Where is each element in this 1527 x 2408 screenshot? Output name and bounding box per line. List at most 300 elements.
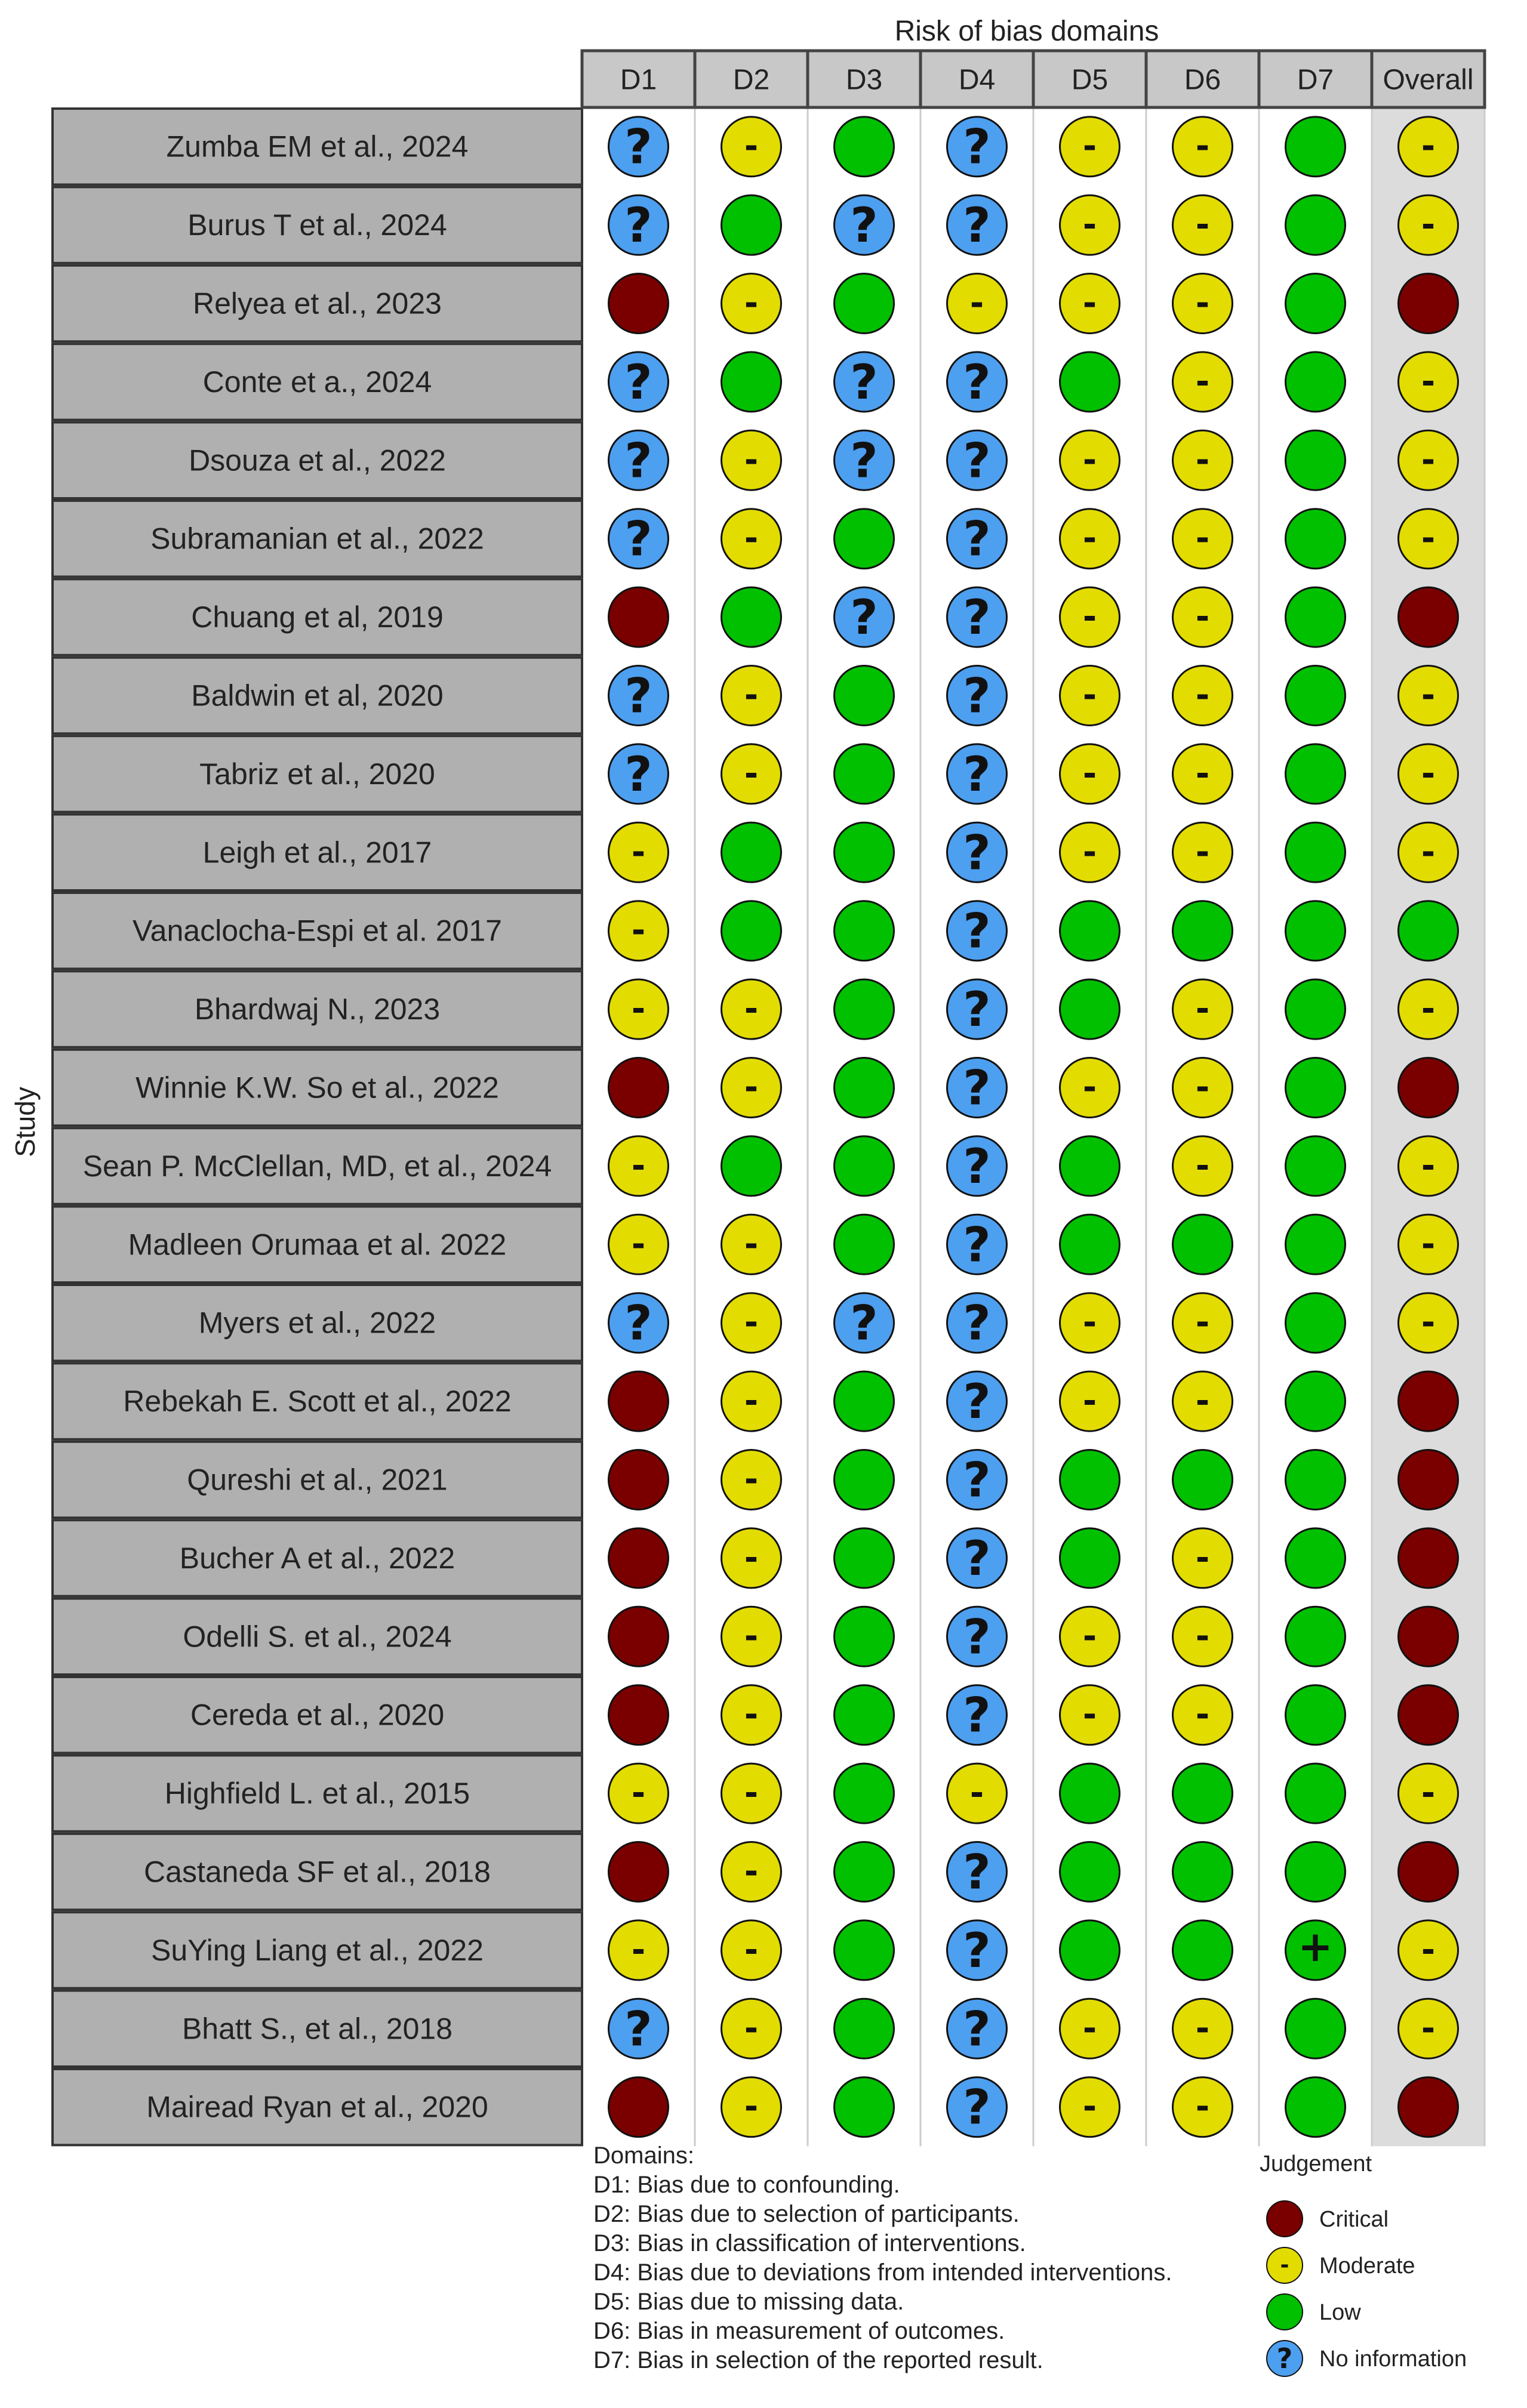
judgement-mark xyxy=(1286,1136,1346,1196)
judgement-symbol: - xyxy=(744,283,759,323)
judgement-mark xyxy=(609,1920,669,1980)
judgement-mark xyxy=(1286,352,1346,412)
judgement-mark xyxy=(947,117,1007,177)
judgement-symbol: ? xyxy=(624,746,652,802)
study-label: Cereda et al., 2020 xyxy=(190,1698,445,1732)
judgement-mark xyxy=(1286,1999,1346,2058)
judgement-mark xyxy=(1060,1058,1120,1118)
study-label: SuYing Liang et al., 2022 xyxy=(151,1933,484,1967)
study-label: Baldwin et al, 2020 xyxy=(191,679,444,713)
judgement-symbol: - xyxy=(1195,1538,1210,1577)
judgement-symbol: - xyxy=(969,283,984,323)
judgement-mark xyxy=(1173,587,1233,647)
judgement-mark xyxy=(835,1763,894,1823)
judgement-mark xyxy=(722,979,781,1039)
judgement-symbol: ? xyxy=(850,1295,878,1351)
judgement-symbol: - xyxy=(744,1460,759,1499)
judgement-legend-entry xyxy=(1267,2201,1389,2237)
judgement-circle xyxy=(1286,274,1346,334)
judgement-symbol: - xyxy=(1421,833,1436,872)
judgement-mark xyxy=(609,1842,669,1902)
judgement-mark xyxy=(947,430,1007,490)
judgement-circle xyxy=(1060,1214,1120,1274)
judgement-symbol: ? xyxy=(963,1295,991,1351)
judgement-circle xyxy=(1286,430,1346,490)
judgement-symbol: ? xyxy=(624,433,652,489)
study-label: Dsouza et al., 2022 xyxy=(189,443,446,477)
judgement-mark xyxy=(1399,430,1458,490)
judgement-symbol: - xyxy=(1195,833,1210,872)
judgement-circle xyxy=(1399,1607,1458,1666)
study-label: Vanaclocha-Espi et al. 2017 xyxy=(133,914,502,948)
judgement-mark xyxy=(722,1763,781,1823)
judgement-circle xyxy=(835,979,894,1039)
judgement-mark xyxy=(1286,587,1346,647)
judgement-mark xyxy=(947,1685,1007,1745)
study-label: Qureshi et al., 2021 xyxy=(187,1463,448,1497)
judgement-mark xyxy=(1286,195,1346,255)
judgement-mark xyxy=(722,430,781,490)
judgement-symbol: - xyxy=(744,676,759,715)
judgement-mark xyxy=(835,1214,894,1274)
judgement-symbol: - xyxy=(1195,362,1210,401)
judgement-symbol: - xyxy=(1195,205,1210,245)
judgement-mark xyxy=(609,195,669,255)
judgement-mark xyxy=(609,274,669,334)
judgement-circle xyxy=(1286,744,1346,804)
judgement-circle xyxy=(1399,274,1458,334)
judgement-mark xyxy=(835,1450,894,1510)
judgement-mark xyxy=(1286,430,1346,490)
judgement-mark xyxy=(947,1763,1007,1823)
study-label: Bhardwaj N., 2023 xyxy=(194,992,441,1026)
judgement-mark xyxy=(1286,1920,1346,1980)
judgement-mark xyxy=(835,117,894,177)
judgement-mark xyxy=(947,901,1007,961)
judgement-symbol: - xyxy=(1421,754,1436,793)
judgement-mark xyxy=(1173,1371,1233,1431)
judgement-symbol: - xyxy=(631,1930,646,1969)
judgement-symbol: - xyxy=(1082,1303,1097,1342)
judgement-mark xyxy=(1060,1214,1120,1274)
judgement-mark xyxy=(835,1842,894,1902)
judgement-mark xyxy=(722,1450,781,1510)
judgement-circle xyxy=(1286,117,1346,177)
judgement-circle xyxy=(1060,1450,1120,1510)
column-header-d4: D4 xyxy=(958,64,996,96)
judgement-mark xyxy=(722,1136,781,1196)
judgement-circle xyxy=(835,1607,894,1666)
judgement-circle xyxy=(722,195,781,255)
judgement-mark xyxy=(947,1999,1007,2058)
judgement-circle xyxy=(1173,1763,1233,1823)
study-label: Conte et a., 2024 xyxy=(202,365,432,399)
judgement-circle xyxy=(835,901,894,961)
judgement-symbol: ? xyxy=(963,433,991,489)
overall-column-bg xyxy=(1372,107,1485,2146)
judgement-symbol: + xyxy=(1298,1922,1333,1971)
judgement-mark xyxy=(835,1920,894,1980)
judgement-mark xyxy=(1286,666,1346,726)
judgement-mark xyxy=(1173,901,1233,961)
judgement-symbol: - xyxy=(744,1225,759,1264)
judgement-symbol: - xyxy=(1421,1303,1436,1342)
judgement-mark xyxy=(835,744,894,804)
judgement-mark xyxy=(947,666,1007,726)
judgement-symbol: ? xyxy=(963,198,991,254)
judgement-legend-title: Judgement xyxy=(1260,2151,1372,2176)
judgement-mark xyxy=(835,1999,894,2058)
judgement-mark xyxy=(1399,1293,1458,1353)
judgement-symbol: ? xyxy=(963,1060,991,1116)
judgement-symbol: ? xyxy=(624,119,652,175)
judgement-mark xyxy=(947,1528,1007,1588)
judgement-mark xyxy=(722,587,781,647)
judgement-mark xyxy=(609,979,669,1039)
judgement-mark xyxy=(722,274,781,334)
judgement-symbol: - xyxy=(1082,1382,1097,1421)
judgement-symbol: - xyxy=(744,1303,759,1342)
judgement-mark xyxy=(1286,2077,1346,2137)
judgement-symbol: - xyxy=(1421,205,1436,245)
chart-title: Risk of bias domains xyxy=(894,16,1159,47)
judgement-mark xyxy=(1399,666,1458,726)
judgement-mark xyxy=(609,666,669,726)
judgement-symbol: - xyxy=(631,989,646,1029)
judgement-mark xyxy=(722,1058,781,1118)
judgement-circle xyxy=(1173,1214,1233,1274)
judgement-mark xyxy=(1399,1450,1458,1510)
judgement-mark xyxy=(1399,1607,1458,1666)
judgement-mark xyxy=(1286,1842,1346,1902)
judgement-mark xyxy=(1060,587,1120,647)
judgement-circle xyxy=(1286,587,1346,647)
judgement-mark xyxy=(722,666,781,726)
judgement-mark xyxy=(835,2077,894,2137)
column-header-overall: Overall xyxy=(1383,64,1474,96)
judgement-mark xyxy=(1399,1371,1458,1431)
judgement-symbol: ? xyxy=(963,903,991,959)
judgement-circle xyxy=(1173,1842,1233,1902)
judgement-symbol: - xyxy=(1195,2087,1210,2126)
judgement-mark xyxy=(609,1450,669,1510)
judgement-circle xyxy=(609,1371,669,1431)
judgement-symbol: - xyxy=(1421,519,1436,558)
judgement-mark xyxy=(1286,1293,1346,1353)
judgement-mark xyxy=(609,509,669,569)
judgement-symbol: - xyxy=(744,2009,759,2048)
judgement-mark xyxy=(1060,1607,1120,1666)
study-label: Mairead Ryan et al., 2020 xyxy=(146,2090,488,2124)
judgement-symbol: - xyxy=(1195,2009,1210,2048)
judgement-mark xyxy=(722,1842,781,1902)
judgement-mark xyxy=(1286,1371,1346,1431)
judgement-symbol: - xyxy=(1195,1617,1210,1656)
judgement-mark xyxy=(1399,587,1458,647)
judgement-circle xyxy=(835,744,894,804)
judgement-mark xyxy=(722,1528,781,1588)
judgement-circle xyxy=(1286,1058,1346,1118)
study-label: Subramanian et al., 2022 xyxy=(150,522,484,556)
judgement-mark xyxy=(1173,979,1233,1039)
judgement-mark xyxy=(1286,1450,1346,1510)
judgement-circle xyxy=(1060,1920,1120,1980)
judgement-symbol: ? xyxy=(963,982,991,1038)
judgement-mark xyxy=(1060,195,1120,255)
judgement-mark xyxy=(1173,274,1233,334)
judgement-mark xyxy=(1399,1763,1458,1823)
judgement-symbol: ? xyxy=(624,198,652,254)
judgement-mark xyxy=(1173,666,1233,726)
domains-legend-item: D6: Bias in measurement of outcomes. xyxy=(593,2318,1005,2344)
judgement-circle xyxy=(1286,509,1346,569)
judgement-mark xyxy=(835,1371,894,1431)
judgement-circle xyxy=(835,1685,894,1745)
judgement-circle xyxy=(1173,1920,1233,1980)
judgement-circle xyxy=(1399,2077,1458,2137)
judgement-symbol: - xyxy=(1195,1695,1210,1734)
study-label: Highfield L. et al., 2015 xyxy=(164,1777,470,1811)
judgement-legend-entry xyxy=(1267,2294,1361,2330)
judgement-mark xyxy=(722,1214,781,1274)
judgement-mark xyxy=(1286,901,1346,961)
judgement-circle xyxy=(722,587,781,647)
judgement-circle xyxy=(835,1450,894,1510)
judgement-circle xyxy=(835,1058,894,1118)
judgement-circle xyxy=(1399,1371,1458,1431)
judgement-mark xyxy=(947,195,1007,255)
judgement-mark xyxy=(947,587,1007,647)
judgement-circle xyxy=(609,1842,669,1902)
judgement-mark xyxy=(1173,822,1233,882)
judgement-circle xyxy=(1286,1214,1346,1274)
judgement-mark xyxy=(1173,1528,1233,1588)
judgement-symbol: ? xyxy=(963,1922,991,1978)
judgement-mark xyxy=(609,587,669,647)
judgement-symbol: - xyxy=(1421,1774,1436,1813)
judgement-symbol: ? xyxy=(850,198,878,254)
judgement-mark xyxy=(609,1763,669,1823)
judgement-mark xyxy=(835,1607,894,1666)
judgement-circle xyxy=(835,1920,894,1980)
study-label: Leigh et al., 2017 xyxy=(202,835,432,870)
judgement-mark xyxy=(835,979,894,1039)
legend-label: No information xyxy=(1319,2347,1467,2372)
judgement-mark xyxy=(1399,1999,1458,2058)
domains-legend-item: D7: Bias in selection of the reported result. xyxy=(593,2347,1043,2373)
study-label: Tabriz et al., 2020 xyxy=(199,757,435,791)
judgement-symbol: - xyxy=(1082,754,1097,793)
judgement-mark xyxy=(1060,666,1120,726)
judgement-mark xyxy=(1286,117,1346,177)
judgement-circle xyxy=(1399,1528,1458,1588)
judgement-symbol: ? xyxy=(624,1295,652,1351)
judgement-mark xyxy=(947,1214,1007,1274)
judgement-mark xyxy=(722,1293,781,1353)
judgement-mark xyxy=(1060,2077,1120,2137)
judgement-symbol: ? xyxy=(963,1452,991,1508)
judgement-mark xyxy=(1399,822,1458,882)
judgement-symbol: ? xyxy=(963,511,991,567)
judgement-mark xyxy=(835,1528,894,1588)
study-label: Burus T et al., 2024 xyxy=(187,208,447,242)
judgement-symbol: ? xyxy=(850,590,878,646)
judgement-symbol: ? xyxy=(624,511,652,567)
judgement-mark xyxy=(835,1293,894,1353)
judgement-symbol: - xyxy=(1195,1303,1210,1342)
judgement-circle xyxy=(1060,1842,1120,1902)
judgement-mark xyxy=(1060,430,1120,490)
judgement-symbol: ? xyxy=(963,668,991,724)
judgement-mark xyxy=(1286,274,1346,334)
study-label: Chuang et al, 2019 xyxy=(191,600,444,634)
judgement-mark xyxy=(1399,509,1458,569)
judgement-mark xyxy=(1286,1214,1346,1274)
judgement-circle xyxy=(1286,979,1346,1039)
judgement-mark xyxy=(835,587,894,647)
domains-legend-title: Domains: xyxy=(593,2142,694,2169)
judgement-circle xyxy=(1060,1136,1120,1196)
column-header-d3: D3 xyxy=(845,64,883,96)
judgement-circle xyxy=(835,1136,894,1196)
judgement-mark xyxy=(1399,2077,1458,2137)
judgement-symbol: - xyxy=(1421,1146,1436,1185)
judgement-mark xyxy=(1173,1058,1233,1118)
judgement-symbol: - xyxy=(1082,2009,1097,2048)
judgement-symbol: - xyxy=(744,519,759,558)
judgement-mark xyxy=(947,822,1007,882)
judgement-mark xyxy=(1173,1214,1233,1274)
judgement-mark xyxy=(835,1058,894,1118)
judgement-symbol: - xyxy=(1082,1617,1097,1656)
judgement-symbol: - xyxy=(1195,440,1210,480)
judgement-circle xyxy=(1286,1371,1346,1431)
judgement-mark xyxy=(947,1607,1007,1666)
judgement-symbol: - xyxy=(744,1382,759,1421)
judgement-mark xyxy=(1060,744,1120,804)
judgement-mark xyxy=(947,744,1007,804)
judgement-mark xyxy=(1060,1999,1120,2058)
study-label: Winnie K.W. So et al., 2022 xyxy=(136,1071,499,1105)
judgement-symbol: ? xyxy=(963,119,991,175)
judgement-mark xyxy=(835,666,894,726)
judgement-circle xyxy=(609,1607,669,1666)
judgement-mark xyxy=(947,979,1007,1039)
judgement-mark xyxy=(722,1920,781,1980)
judgement-mark xyxy=(722,1607,781,1666)
judgement-circle xyxy=(835,509,894,569)
judgement-mark xyxy=(835,1136,894,1196)
judgement-mark xyxy=(609,1136,669,1196)
judgement-circle xyxy=(1060,901,1120,961)
study-label: Bucher A et al., 2022 xyxy=(179,1541,455,1575)
judgement-circle xyxy=(722,901,781,961)
judgement-circle xyxy=(1286,822,1346,882)
judgement-mark xyxy=(1060,509,1120,569)
judgement-mark xyxy=(1173,117,1233,177)
judgement-mark xyxy=(609,430,669,490)
judgement-mark xyxy=(609,744,669,804)
judgement-circle xyxy=(835,117,894,177)
judgement-symbol: - xyxy=(1421,440,1436,480)
judgement-circle xyxy=(1286,1763,1346,1823)
judgement-circle xyxy=(835,274,894,334)
judgement-symbol: - xyxy=(1082,440,1097,480)
judgement-circle xyxy=(1399,1450,1458,1510)
judgement-mark xyxy=(1399,901,1458,961)
judgement-mark xyxy=(947,509,1007,569)
judgement-mark xyxy=(1060,1450,1120,1510)
judgement-mark xyxy=(722,509,781,569)
judgement-mark xyxy=(835,274,894,334)
judgement-mark xyxy=(1173,744,1233,804)
judgement-mark xyxy=(1399,979,1458,1039)
judgement-symbol: ? xyxy=(963,1138,991,1194)
judgement-symbol: ? xyxy=(963,590,991,646)
study-label: Odelli S. et al., 2024 xyxy=(183,1620,452,1654)
judgement-mark xyxy=(609,1685,669,1745)
domains-legend-item: D1: Bias due to confounding. xyxy=(593,2172,900,2198)
judgement-symbol: ? xyxy=(963,1687,991,1743)
judgement-mark xyxy=(1399,1842,1458,1902)
judgement-symbol: - xyxy=(1082,519,1097,558)
judgement-mark xyxy=(1286,822,1346,882)
judgement-mark xyxy=(609,1058,669,1118)
judgement-symbol: - xyxy=(744,1538,759,1577)
judgement-symbol: - xyxy=(1195,1068,1210,1107)
judgement-circle xyxy=(1286,1450,1346,1510)
judgement-mark xyxy=(609,1214,669,1274)
judgement-symbol: - xyxy=(1421,362,1436,401)
judgement-symbol: - xyxy=(744,2087,759,2126)
judgement-mark xyxy=(1060,1136,1120,1196)
judgement-mark xyxy=(835,430,894,490)
judgement-mark xyxy=(1399,195,1458,255)
study-label: Relyea et al., 2023 xyxy=(193,286,442,320)
judgement-circle xyxy=(1286,352,1346,412)
judgement-mark xyxy=(947,1371,1007,1431)
judgement-mark xyxy=(1286,509,1346,569)
judgement-symbol: - xyxy=(744,754,759,793)
judgement-symbol: ? xyxy=(963,354,991,410)
judgement-mark xyxy=(1060,274,1120,334)
judgement-symbol: - xyxy=(1082,1695,1097,1734)
judgement-mark xyxy=(1060,1685,1120,1745)
judgement-circle xyxy=(609,1058,669,1118)
judgement-mark xyxy=(722,901,781,961)
column-header-d6: D6 xyxy=(1184,64,1221,96)
judgement-mark xyxy=(947,352,1007,412)
judgement-mark xyxy=(722,1999,781,2058)
judgement-mark xyxy=(1286,1058,1346,1118)
domains-legend-item: D5: Bias due to missing data. xyxy=(593,2289,904,2315)
judgement-legend-entry xyxy=(1267,2247,1415,2283)
y-axis-label: Study xyxy=(10,1087,41,1157)
judgement-circle xyxy=(609,1685,669,1745)
judgement-circle xyxy=(1286,666,1346,726)
judgement-symbol: ? xyxy=(963,746,991,802)
judgement-mark xyxy=(1173,1685,1233,1745)
judgement-mark xyxy=(1060,901,1120,961)
judgement-circle xyxy=(835,1999,894,2058)
judgement-symbol: ? xyxy=(963,825,991,881)
judgement-mark xyxy=(1399,744,1458,804)
judgement-mark xyxy=(947,2077,1007,2137)
judgement-symbol: - xyxy=(1082,205,1097,245)
judgement-mark xyxy=(1399,352,1458,412)
judgement-mark xyxy=(947,1842,1007,1902)
judgement-mark xyxy=(1173,2077,1233,2137)
